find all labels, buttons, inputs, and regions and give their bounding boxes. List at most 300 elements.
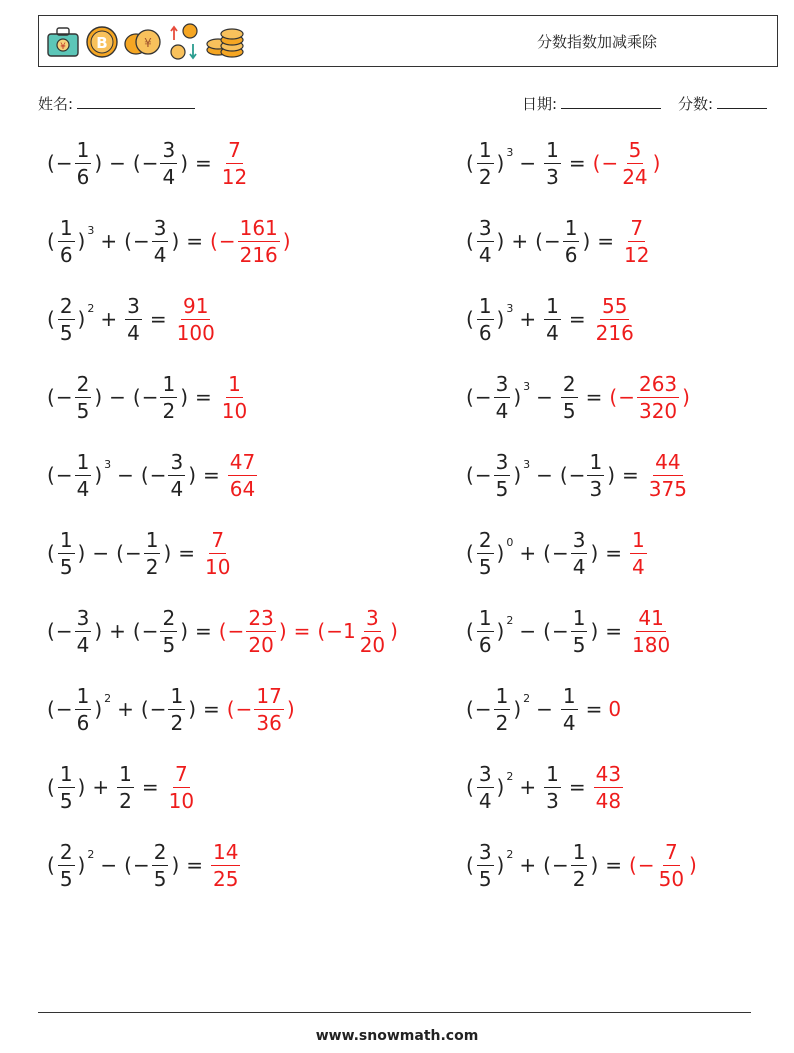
denominator: 2 <box>478 164 492 189</box>
problem-left-3 <box>46 289 219 349</box>
operator: = <box>203 463 220 487</box>
math-text: ) <box>390 619 398 643</box>
svg-text:B: B <box>96 34 108 52</box>
math-text: ( <box>466 229 474 253</box>
footer-url: www.snowmath.com <box>315 1028 479 1044</box>
svg-text:¥: ¥ <box>60 42 66 52</box>
math-text: ( <box>466 697 474 721</box>
denominator: 216 <box>239 242 278 267</box>
fraction <box>494 449 511 501</box>
fraction <box>571 527 588 579</box>
score-field <box>678 93 767 114</box>
math-text: ) <box>590 619 599 643</box>
operator: = <box>141 775 159 799</box>
denominator: 4 <box>127 320 140 345</box>
math-text: ) <box>496 307 505 331</box>
operator: = <box>605 853 623 877</box>
numerator: 2 <box>562 371 576 396</box>
math-text: ( <box>132 151 141 175</box>
math-text: ( <box>466 619 474 643</box>
math-text: ) <box>77 853 86 877</box>
math-text: ( <box>466 463 474 487</box>
problem-question <box>46 293 144 345</box>
math-text: ( <box>47 619 55 643</box>
operator: = <box>149 307 167 331</box>
fraction <box>75 605 92 657</box>
problem-answer <box>628 605 674 657</box>
operator: − <box>519 619 537 643</box>
numerator: 43 <box>595 761 622 786</box>
fraction <box>494 371 511 423</box>
denominator: 5 <box>59 320 73 345</box>
math-text: − <box>124 541 142 565</box>
problem-question <box>465 839 599 891</box>
math-text: ( <box>47 541 55 565</box>
math-text: ) <box>278 619 287 643</box>
denominator: 3 <box>546 788 559 813</box>
math-text: ) <box>188 697 197 721</box>
denominator: 3 <box>546 164 559 189</box>
problem-right-3 <box>465 289 638 349</box>
fraction <box>160 605 177 657</box>
math-text: ) <box>94 385 103 409</box>
math-text: ( <box>535 229 543 253</box>
fraction <box>630 527 647 579</box>
fraction <box>594 293 636 345</box>
fraction <box>238 215 280 267</box>
fraction <box>75 683 92 735</box>
numerator: 1 <box>119 761 132 786</box>
denominator: 4 <box>546 320 559 345</box>
math-text: − <box>551 853 569 877</box>
numerator: 3 <box>572 527 586 552</box>
denominator: 6 <box>478 632 492 657</box>
numerator: 3 <box>127 293 140 318</box>
fraction <box>254 683 283 735</box>
exponent: 3 <box>506 145 514 159</box>
numerator: 1 <box>162 371 176 396</box>
denominator: 216 <box>595 320 634 345</box>
problem-left-6 <box>46 523 234 583</box>
math-text: ) <box>180 619 189 643</box>
fraction <box>144 527 161 579</box>
denominator: 4 <box>76 476 90 501</box>
denominator: 10 <box>205 554 231 579</box>
operator: = <box>605 619 623 643</box>
math-text: ) <box>682 385 690 409</box>
problem-left-8 <box>46 679 296 739</box>
problem-question <box>465 215 591 267</box>
numerator: 1 <box>76 683 90 708</box>
denominator: 2 <box>145 554 159 579</box>
denominator: 4 <box>153 242 167 267</box>
problem-left-2 <box>46 211 292 271</box>
numerator: 1 <box>572 605 586 630</box>
fraction <box>563 215 580 267</box>
math-text: − <box>55 697 73 721</box>
problem-left-1 <box>46 133 251 193</box>
numerator: 1 <box>546 761 559 786</box>
operator: = <box>568 775 586 799</box>
math-text: ) <box>590 541 599 565</box>
denominator: 5 <box>478 554 492 579</box>
problem-question <box>465 293 563 345</box>
problem-right-8 <box>465 679 621 739</box>
fraction <box>620 137 649 189</box>
fraction <box>494 683 511 735</box>
fraction <box>544 761 561 813</box>
date-label: 日期: <box>522 95 558 113</box>
numerator: 91 <box>182 293 209 318</box>
problem-answer <box>165 761 198 813</box>
problem-answer <box>628 527 649 579</box>
numerator: 1 <box>59 527 73 552</box>
numerator: 2 <box>59 839 73 864</box>
exponent: 2 <box>87 301 95 315</box>
denominator: 4 <box>478 242 492 267</box>
fraction <box>630 605 672 657</box>
math-text: ) <box>513 463 522 487</box>
denominator: 4 <box>572 554 586 579</box>
math-text: ) <box>286 697 295 721</box>
problem-left-9 <box>46 757 198 817</box>
problem-question <box>465 137 563 189</box>
numerator: 263 <box>638 371 678 396</box>
problem-right-10 <box>465 835 698 895</box>
math-text: ) <box>180 385 189 409</box>
svg-text:¥: ¥ <box>144 36 152 50</box>
numerator: 44 <box>655 449 681 474</box>
numerator: 1 <box>76 137 90 162</box>
date-blank[interactable] <box>561 93 661 109</box>
fraction <box>168 449 185 501</box>
problem-left-10 <box>46 835 242 895</box>
math-text: − <box>227 619 245 643</box>
date-field <box>522 93 661 114</box>
score-label: 分数: <box>678 95 714 113</box>
exponent: 0 <box>506 535 514 549</box>
math-text: − <box>551 541 569 565</box>
score-blank[interactable] <box>717 93 767 109</box>
fraction <box>75 449 92 501</box>
problem-question <box>46 839 180 891</box>
math-text: ) <box>513 385 522 409</box>
operator: + <box>92 775 110 799</box>
fraction <box>587 449 604 501</box>
operator: = <box>195 619 212 643</box>
denominator: 4 <box>478 788 492 813</box>
fraction <box>58 215 75 267</box>
numerator: 5 <box>628 137 642 162</box>
numerator: 1 <box>564 215 578 240</box>
math-text: ( <box>543 853 551 877</box>
fraction <box>477 527 494 579</box>
numerator: 7 <box>664 839 678 864</box>
math-text: − <box>618 385 635 409</box>
math-text: ( <box>47 307 55 331</box>
math-text: − <box>474 385 492 409</box>
operator: = <box>568 151 586 175</box>
denominator: 6 <box>76 164 90 189</box>
operator: − <box>519 151 537 175</box>
exponent: 3 <box>523 457 531 471</box>
numerator: 7 <box>174 761 188 786</box>
numerator: 7 <box>211 527 225 552</box>
operator: = <box>195 385 212 409</box>
denominator: 5 <box>495 476 509 501</box>
problem-answer <box>645 449 691 501</box>
math-text: ( <box>466 541 474 565</box>
numerator: 2 <box>59 293 73 318</box>
problem-answer <box>592 137 662 189</box>
math-text: ( <box>226 697 235 721</box>
fraction <box>117 761 134 813</box>
math-text: − <box>551 619 569 643</box>
math-text: ) <box>180 151 189 175</box>
numerator: 3 <box>478 761 492 786</box>
numerator: 2 <box>76 371 90 396</box>
problem-right-2 <box>465 211 653 271</box>
math-text: − <box>601 151 619 175</box>
numerator: 1 <box>59 215 73 240</box>
math-text: ( <box>47 853 55 877</box>
numerator: 1 <box>76 449 90 474</box>
math-text: ( <box>466 775 474 799</box>
denominator: 4 <box>76 632 90 657</box>
math-text: ( <box>47 463 55 487</box>
operator: = <box>203 697 220 721</box>
math-text: − <box>141 385 159 409</box>
denominator: 2 <box>162 398 176 423</box>
denominator: 5 <box>59 866 73 891</box>
footer-divider <box>38 1012 751 1013</box>
operator: − <box>100 853 118 877</box>
math-text: ( <box>47 697 55 721</box>
numerator: 1 <box>478 293 492 318</box>
numerator: 1 <box>478 605 492 630</box>
fraction <box>358 605 387 657</box>
numerator: 3 <box>478 215 492 240</box>
name-blank[interactable] <box>77 93 195 109</box>
denominator: 6 <box>59 242 73 267</box>
fraction <box>58 293 75 345</box>
numerator: 1 <box>495 683 509 708</box>
numerator: 3 <box>495 371 509 396</box>
problem-answer <box>226 449 259 501</box>
problem-answer <box>608 697 621 721</box>
denominator: 375 <box>648 476 687 501</box>
denominator: 25 <box>213 866 239 891</box>
header-icons <box>44 21 246 63</box>
name-field <box>38 93 195 114</box>
math-text: ) <box>513 697 522 721</box>
problem-question <box>465 527 599 579</box>
math-text: ( <box>218 619 227 643</box>
fraction <box>160 137 177 189</box>
briefcase-yen-icon <box>44 24 82 60</box>
fraction <box>152 215 169 267</box>
problem-answer <box>209 839 242 891</box>
math-text: ( <box>543 619 551 643</box>
denominator: 64 <box>229 476 256 501</box>
numerator: 1 <box>228 371 241 396</box>
fraction <box>571 839 588 891</box>
fraction <box>220 371 249 423</box>
operator: − <box>536 697 553 721</box>
fraction <box>75 371 92 423</box>
denominator: 24 <box>622 164 648 189</box>
numerator: 1 <box>546 137 559 162</box>
worksheet-title: 分数指数加减乘除 <box>536 33 657 51</box>
denominator: 2 <box>572 866 586 891</box>
numerator: 41 <box>638 605 664 630</box>
math-text: ) <box>496 229 505 253</box>
operator: − <box>536 385 553 409</box>
denominator: 50 <box>658 866 685 891</box>
operator: − <box>109 151 126 175</box>
math-text: ) <box>590 853 599 877</box>
denominator: 3 <box>589 476 603 501</box>
operator: = <box>186 229 204 253</box>
fraction <box>152 839 169 891</box>
math-text: ) <box>689 853 697 877</box>
operator: − <box>536 463 553 487</box>
fraction <box>477 293 494 345</box>
fraction <box>477 761 494 813</box>
fraction <box>477 215 494 267</box>
problem-left-4 <box>46 367 251 427</box>
denominator: 48 <box>595 788 622 813</box>
math-text: ( <box>116 541 124 565</box>
fraction <box>203 527 232 579</box>
denominator: 12 <box>624 242 650 267</box>
math-text: ( <box>47 775 55 799</box>
problem-answer <box>226 683 296 735</box>
denominator: 36 <box>256 710 282 735</box>
numerator: 3 <box>153 215 167 240</box>
exponent: 2 <box>523 691 531 705</box>
fraction <box>637 371 679 423</box>
numerator: 1 <box>59 761 73 786</box>
problem-right-7 <box>465 601 674 661</box>
denominator: 5 <box>153 866 167 891</box>
math-text: ( <box>466 307 474 331</box>
denominator: 5 <box>562 398 576 423</box>
math-text: − <box>235 697 253 721</box>
operator: − <box>109 385 126 409</box>
problem-right-9 <box>465 757 625 817</box>
math-text: − <box>55 619 73 643</box>
operator: = <box>585 385 603 409</box>
denominator: 5 <box>59 554 73 579</box>
denominator: 10 <box>168 788 195 813</box>
math-text: ) <box>496 619 505 643</box>
problem-question <box>46 761 136 813</box>
math-text: ) <box>94 619 103 643</box>
denominator: 5 <box>162 632 176 657</box>
operator: − <box>117 463 134 487</box>
math-text: − <box>474 463 492 487</box>
exponent: 2 <box>506 613 514 627</box>
fraction <box>75 137 92 189</box>
exponent: 2 <box>87 847 95 861</box>
fraction <box>160 371 177 423</box>
fraction <box>58 527 75 579</box>
name-label: 姓名: <box>38 95 74 113</box>
operator: = <box>195 151 212 175</box>
numerator: 3 <box>366 605 379 630</box>
operator: + <box>100 307 118 331</box>
numerator: 1 <box>546 293 559 318</box>
denominator: 20 <box>359 632 386 657</box>
denominator: 2 <box>119 788 132 813</box>
math-text: ) <box>94 697 103 721</box>
exponent: 2 <box>104 691 112 705</box>
numerator: 161 <box>239 215 278 240</box>
operator: + <box>519 775 537 799</box>
fraction <box>58 839 75 891</box>
math-text: ( <box>140 697 149 721</box>
math-text: − <box>149 463 167 487</box>
problem-answer <box>608 371 691 423</box>
numerator: 3 <box>162 137 176 162</box>
exponent: 2 <box>506 769 514 783</box>
exponent: 3 <box>523 379 531 393</box>
operator: + <box>100 229 118 253</box>
fraction <box>211 839 240 891</box>
math-text: ) <box>496 775 505 799</box>
problem-answer <box>209 215 292 267</box>
problem-answer <box>592 293 638 345</box>
problem-question <box>465 605 599 657</box>
numerator: 14 <box>213 839 239 864</box>
numerator: 1 <box>589 449 603 474</box>
numerator: 1 <box>572 839 586 864</box>
math-text: −1 <box>326 619 356 643</box>
numerator: 2 <box>162 605 176 630</box>
math-text: − <box>132 853 150 877</box>
math-text: − <box>55 463 73 487</box>
math-text: ) <box>94 463 103 487</box>
fraction <box>477 605 494 657</box>
math-text: ( <box>466 385 474 409</box>
math-text: ) <box>282 229 291 253</box>
denominator: 2 <box>170 710 184 735</box>
numerator: 1 <box>478 137 492 162</box>
denominator: 5 <box>59 788 73 813</box>
numerator: 2 <box>153 839 167 864</box>
numerator: 55 <box>601 293 628 318</box>
math-text: − <box>218 229 236 253</box>
operator: = <box>597 229 615 253</box>
math-text: ) <box>496 853 505 877</box>
numerator: 1 <box>170 683 184 708</box>
coin-stack-icon <box>204 24 246 60</box>
numerator: 3 <box>170 449 184 474</box>
denominator: 10 <box>221 398 248 423</box>
math-text: − <box>132 229 150 253</box>
math-text: ( <box>559 463 568 487</box>
math-text: ( <box>140 463 149 487</box>
fraction <box>125 293 142 345</box>
denominator: 6 <box>76 710 90 735</box>
math-text: ) <box>77 541 86 565</box>
fraction <box>168 683 185 735</box>
fraction <box>544 137 561 189</box>
numerator: 3 <box>76 605 90 630</box>
math-text: ) <box>94 151 103 175</box>
math-text: ( <box>543 541 551 565</box>
